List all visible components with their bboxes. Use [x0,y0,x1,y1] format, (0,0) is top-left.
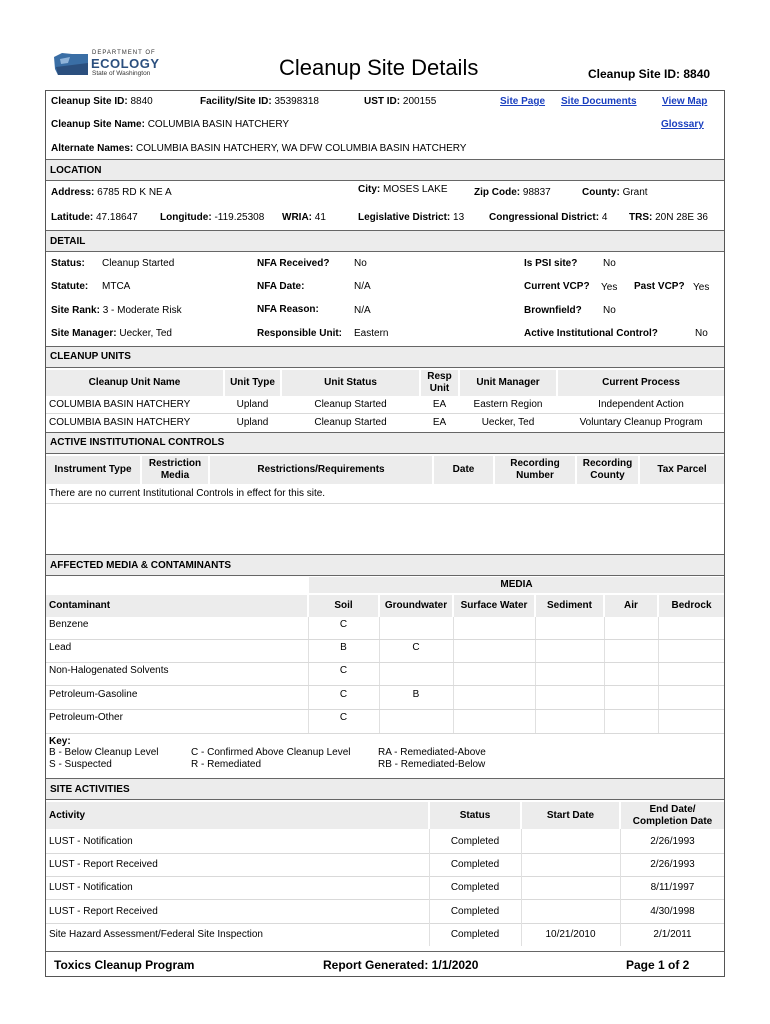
row-divider [46,709,724,710]
responsible-unit-value: Eastern [354,328,389,339]
glossary-link[interactable]: Glossary [661,119,704,130]
status-label: Status: [51,258,85,269]
row-divider [46,853,724,854]
current-vcp-label: Current VCP? [524,281,590,292]
cu-col-manager: Unit Manager [460,370,556,396]
media-heading: AFFECTED MEDIA & CONTAMINANTS [50,560,232,571]
act-col-start-date: Start Date [522,802,619,829]
detail-heading-bar [46,231,724,251]
act-row2-activity: LUST - Report Received [49,859,158,870]
psi-label: Is PSI site? [524,258,578,269]
media-col-bedrock: Bedrock [659,595,724,617]
location-heading-bar [46,160,724,180]
aic-label: Active Institutional Control? [524,328,658,339]
footer-program: Toxics Cleanup Program [54,958,195,972]
ic-col-instrument: Instrument Type [46,456,140,484]
act-row1-activity: LUST - Notification [49,836,133,847]
cu-col-type: Unit Type [225,370,280,396]
media-row1-soil: C [339,619,348,630]
wria-value: 41 [314,212,326,223]
location-zip [474,187,551,198]
media-row3-contaminant: Non-Halogenated Solvents [49,665,169,676]
media-row4-groundwater: B [412,689,420,700]
act-row4-activity: LUST - Report Received [49,906,158,917]
location-city [358,184,447,195]
trs-value: 20N 28E 36 [655,212,708,223]
divider [46,180,724,181]
footer-page-number: Page 1 of 2 [626,958,690,972]
past-vcp-label: Past VCP? [634,281,685,292]
nfa-reason-value: N/A [354,305,371,316]
responsible-unit-label: Responsible Unit: [257,328,343,339]
legislative-label: Legislative District: [358,212,451,223]
act-row5-start: 10/21/2010 [545,929,596,940]
media-col-groundwater: Groundwater [380,595,452,617]
brownfield-label: Brownfield? [524,305,582,316]
divider [46,453,724,454]
location-congressional [489,212,607,223]
cu-row2-process: Voluntary Cleanup Program [579,417,703,428]
location-legislative [358,212,464,223]
row-divider [46,503,724,504]
nfa-date-value: N/A [354,281,371,292]
media-col-soil: Soil [309,595,378,617]
cu-col-process: Current Process [558,370,724,396]
longitude-value: -119.25308 [214,212,265,223]
cu-row1-process: Independent Action [598,399,684,410]
row-divider [46,876,724,877]
county-value: Grant [622,187,648,198]
media-col-sediment: Sediment [536,595,603,617]
cu-row1-manager: Eastern Region [473,399,543,410]
cu-row2-manager: Uecker, Ted [481,417,535,428]
ecology-logo [52,50,160,80]
cu-row1-name: COLUMBIA BASIN HATCHERY [49,399,191,410]
col-divider [521,829,522,946]
location-latitude [51,212,138,223]
cu-row2-name: COLUMBIA BASIN HATCHERY [49,417,191,428]
summary-site-id-value: 8840 [130,96,153,107]
psi-value: No [603,258,616,269]
row-divider [46,733,724,734]
view-map-link[interactable]: View Map [662,96,708,107]
col-divider [620,829,621,946]
col-divider [429,829,430,946]
key-remediated-below: RB - Remediated-Below [378,759,486,770]
col-divider [535,617,536,733]
congressional-value: 4 [601,212,608,223]
cleanup-units-heading: CLEANUP UNITS [50,351,131,362]
key-label: Key: [49,736,71,747]
col-divider [658,617,659,733]
act-row5-activity: Site Hazard Assessment/Federal Site Inspection [49,929,263,940]
site-rank-value: 3 - Moderate Risk [102,305,182,316]
media-row4-soil: C [339,689,348,700]
act-row1-end: 2/26/1993 [650,836,695,847]
divider [46,575,724,576]
col-divider [604,617,605,733]
cu-row1-type: Upland [236,399,269,410]
summary-facility-id [200,96,319,107]
divider [46,951,724,952]
county-label: County: [582,187,620,198]
page-title: Cleanup Site Details [279,55,479,80]
act-row2-status: Completed [450,859,500,870]
media-group-header: MEDIA [309,577,724,593]
act-row5-status: Completed [450,929,500,940]
ic-col-media: Restriction Media [142,456,208,484]
status-value: Cleanup Started [102,258,175,269]
act-col-activity [46,802,428,829]
statute-value: MTCA [102,281,131,292]
ic-empty-note: There are no current Institutional Controls in effect for this site. [49,488,326,499]
act-row3-activity: LUST - Notification [49,882,133,893]
act-row1-status: Completed [450,836,500,847]
key-below: B - Below Cleanup Level [49,747,159,758]
location-longitude [160,212,264,223]
summary-facility-label: Facility/Site ID: [200,96,272,107]
current-vcp-value: Yes [601,282,618,293]
zip-value: 98837 [522,187,551,198]
cu-row2-type: Upland [236,417,269,428]
site-page-link[interactable]: Site Page [500,96,546,107]
summary-site-id [51,96,153,107]
summary-ust-id [364,96,436,107]
ic-col-date: Date [434,456,493,484]
cleanup-units-heading-bar [46,347,724,367]
summary-ust-value: 200155 [402,96,437,107]
cu-col-name: Cleanup Unit Name [46,370,223,396]
divider [46,799,724,800]
cu-row1-status: Cleanup Started [314,399,387,410]
act-col-status: Status [430,802,520,829]
detail-heading: DETAIL [50,236,86,247]
logo-name-text: ECOLOGY [91,56,160,71]
act-row3-end: 8/11/1997 [650,882,695,893]
media-col-surface-water: Surface Water [454,595,534,617]
longitude-label: Longitude: [160,212,212,223]
media-row5-contaminant: Petroleum-Other [49,712,123,723]
key-confirmed: C - Confirmed Above Cleanup Level [191,747,351,758]
col-divider [453,617,454,733]
media-row2-groundwater: C [412,642,420,653]
wria-label: WRIA: [282,212,312,223]
site-rank [51,305,182,316]
nfa-date-label: NFA Date: [257,281,305,292]
latitude-label: Latitude: [51,212,94,223]
location-trs [629,212,708,223]
footer-generated: Report Generated: 1/1/2020 [323,958,479,972]
site-rank-label: Site Rank: [51,305,100,316]
summary-site-name-label: Cleanup Site Name: [51,119,145,130]
past-vcp-value: Yes [693,282,710,293]
address-value: 6785 RD K NE A [97,187,172,198]
row-divider [46,923,724,924]
site-documents-link[interactable]: Site Documents [561,96,637,107]
media-row3-soil: C [339,665,348,676]
legislative-value: 13 [453,212,465,223]
act-row5-end: 2/1/2011 [653,929,692,940]
media-row2-contaminant: Lead [49,642,72,653]
summary-facility-value: 35398318 [274,96,319,107]
logo-dept-text: DEPARTMENT OF [92,50,156,56]
site-manager-label: Site Manager: [51,328,117,339]
latitude-value: 47.18647 [96,212,138,223]
media-row4-contaminant: Petroleum-Gasoline [49,689,138,700]
summary-site-name [51,119,289,130]
act-row2-end: 2/26/1993 [650,859,695,870]
summary-alt-value: COLUMBIA BASIN HATCHERY, WA DFW COLUMBIA BASIN HATCHERY [136,143,467,154]
washington-map-icon [52,51,90,79]
cu-row2-resp: EA [432,417,447,428]
location-heading: LOCATION [50,165,102,176]
cu-col-resp-unit: Resp Unit [421,370,458,396]
logo-state-text: State of Washington [92,70,151,77]
divider [46,251,724,252]
site-manager [51,328,172,339]
ic-col-restrictions: Restrictions/Requirements [210,456,432,484]
key-suspected: S - Suspected [49,759,112,770]
row-divider [46,413,724,414]
city-value: MOSES LAKE [383,184,448,195]
trs-label: TRS: [629,212,653,223]
cu-row1-resp: EA [432,399,447,410]
activities-heading-bar [46,779,724,799]
address-label: Address: [51,187,95,198]
row-divider [46,639,724,640]
congressional-label: Congressional District: [489,212,600,223]
divider [46,367,724,368]
ic-col-recording-number: Recording Number [495,456,575,484]
aic-heading: ACTIVE INSTITUTIONAL CONTROLS [50,437,225,448]
summary-site-id-label: Cleanup Site ID: [51,96,128,107]
ic-col-recording-county: Recording County [577,456,638,484]
aic-value: No [695,328,708,339]
nfa-received-value: No [354,258,367,269]
media-row5-soil: C [339,712,348,723]
statute-label: Statute: [51,281,89,292]
act-col-activity-label: Activity [49,809,86,821]
brownfield-value: No [603,305,616,316]
row-divider [46,685,724,686]
act-row4-status: Completed [450,906,500,917]
summary-alternate-names [51,143,466,154]
location-address [51,187,172,198]
key-remediated: R - Remediated [191,759,262,770]
nfa-reason-label: NFA Reason: [257,304,319,315]
summary-alt-label: Alternate Names: [51,143,134,154]
ic-col-tax-parcel: Tax Parcel [640,456,724,484]
media-col-air: Air [605,595,657,617]
row-divider [46,899,724,900]
nfa-received-label: NFA Received? [257,258,330,269]
zip-label: Zip Code: [474,187,521,198]
summary-site-name-value: COLUMBIA BASIN HATCHERY [147,119,290,130]
act-row3-status: Completed [450,882,500,893]
col-divider [379,617,380,733]
site-manager-value: Uecker, Ted [119,328,172,339]
header-site-id: Cleanup Site ID: 8840 [588,67,711,81]
row-divider [46,662,724,663]
location-wria [282,212,326,223]
act-row4-end: 4/30/1998 [650,906,695,917]
key-remediated-above: RA - Remediated-Above [378,747,486,758]
cu-row2-status: Cleanup Started [314,417,387,428]
media-row2-soil: B [340,642,347,653]
media-row1-contaminant: Benzene [49,619,89,630]
media-col-contaminant [46,595,307,617]
location-county [582,187,648,198]
act-col-end-date: End Date/ Completion Date [621,802,724,829]
cu-col-status: Unit Status [282,370,419,396]
city-label: City: [358,184,381,195]
summary-ust-label: UST ID: [364,96,401,107]
activities-heading: SITE ACTIVITIES [50,784,130,795]
media-col-contaminant-label: Contaminant [49,600,111,611]
